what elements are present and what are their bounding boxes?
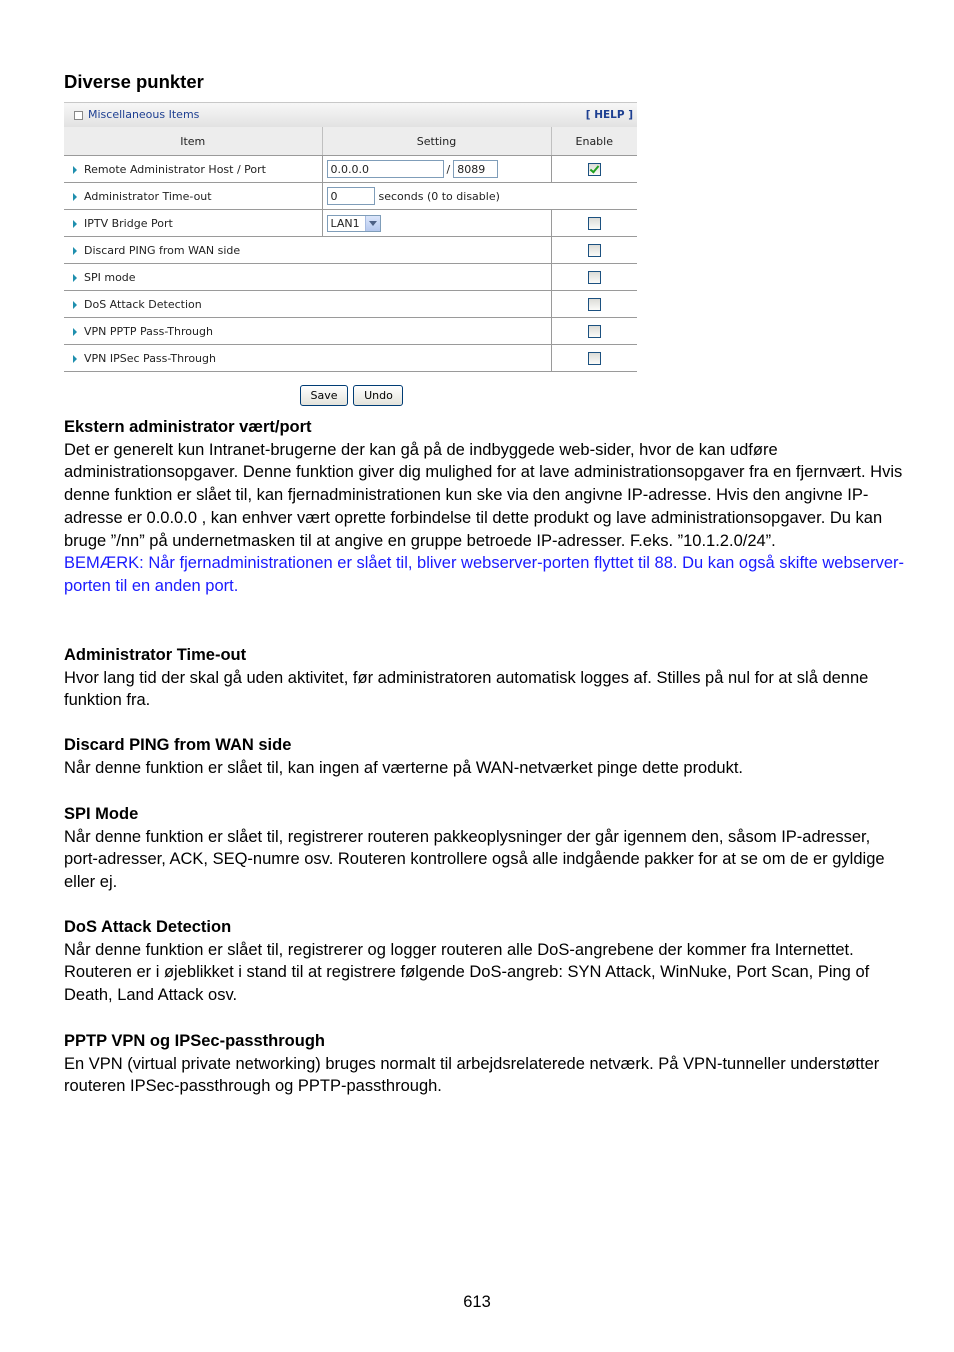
vpn-pptp-checkbox[interactable] <box>588 325 601 338</box>
timeout-suffix: seconds (0 to disable) <box>378 189 500 203</box>
panel-square-icon <box>74 111 83 120</box>
timeout-input[interactable]: 0 <box>327 187 375 205</box>
row-label: Administrator Time-out <box>64 183 322 210</box>
arrow-right-icon <box>73 274 77 282</box>
column-header-enable: Enable <box>551 127 637 156</box>
arrow-right-icon <box>73 166 77 174</box>
section-body: Hvor lang tid der skal gå uden aktivitet, før administratoren automatisk logges af. Stilles på nul for at slå denne funktion fra. <box>64 668 869 710</box>
discard-ping-checkbox[interactable] <box>588 244 601 257</box>
section-heading: Ekstern administrator vært/port <box>64 418 312 436</box>
arrow-right-icon <box>73 247 77 255</box>
arrow-right-icon <box>73 328 77 336</box>
remote-host-input[interactable]: 0.0.0.0 <box>327 160 444 178</box>
row-label: Remote Administrator Host / Port <box>64 156 322 183</box>
dos-detection-checkbox[interactable] <box>588 298 601 311</box>
arrow-right-icon <box>73 301 77 309</box>
row-iptv-bridge <box>64 210 637 237</box>
section-note: BEMÆRK: Når fjernadministrationen er slået til, bliver webserver-porten flyttet til 88. Du kan også skifte webserver-porten til en anden port. <box>64 554 904 595</box>
arrow-right-icon <box>73 220 77 228</box>
section-heading: DoS Attack Detection <box>64 918 232 936</box>
section-body: Det er generelt kun Intranet-brugerne der kan gå på de indbyggede web-sider, hvor de kan udføre administrationsopgaver. Denne funktion giver dig mulighed for at lave administrationsopgaver fra en fjernvært. Hvis denne funktion er slået til, kan fjernadministrationen kun ske via den angivne IP-adresse. Hvis den angivne IP-adresse er 0.0.0.0 , kan enhver vært oprette forbindelse til dette produkt og lave administrationsopgaver. Du kan bruge ”/nn” på undernetmasken til at angive en gruppe betroede IP-adresser. F.eks. ”10.1.2.0/24”. <box>64 440 903 550</box>
arrow-right-icon <box>73 193 77 201</box>
chevron-down-icon <box>365 216 380 231</box>
table-header-row <box>64 127 637 156</box>
host-port-separator: / <box>446 162 451 176</box>
row-label: Discard PING from WAN side <box>64 237 551 264</box>
panel-title: Miscellaneous Items <box>88 108 200 121</box>
section-body: En VPN (virtual private networking) bruges normalt til arbejdsrelaterede netværk. På VPN-tunneller understøtter routeren IPSec-passthrough og PPTP-passthrough. <box>64 1054 880 1096</box>
remote-port-input[interactable]: 8089 <box>453 160 498 178</box>
page-heading: Diverse punkter <box>64 71 204 92</box>
section-heading: Administrator Time-out <box>64 646 247 664</box>
section-body: Når denne funktion er slået til, registrerer routeren pakkeoplysninger der går igennem den, såsom IP-adresser, port-adresser, ACK, SEQ-numre osv. Routeren kontrollere også alle indgående pakker for at se om de er gyldige eller ej. <box>64 827 885 892</box>
undo-button[interactable]: Undo <box>353 385 403 406</box>
section-body: Når denne funktion er slået til, kan ingen af værterne på WAN-netværket pinge dette produkt. <box>64 758 744 777</box>
section-body: Når denne funktion er slået til, registrerer og logger routeren alle DoS-angrebene der kommer fra Internettet. Routeren er i øjeblikket i stand til at registrere følgende DoS-angreb: SYN Attack, WinNuke, Port Scan, Ping of Death, Land Attack osv. <box>64 940 870 1005</box>
section-heading: Discard PING from WAN side <box>64 736 292 754</box>
spi-mode-checkbox[interactable] <box>588 271 601 284</box>
row-label: IPTV Bridge Port <box>64 210 322 237</box>
panel-header <box>64 102 637 127</box>
vpn-ipsec-checkbox[interactable] <box>588 352 601 365</box>
section-heading: PPTP VPN og IPSec-passthrough <box>64 1032 325 1050</box>
save-button[interactable]: Save <box>300 385 348 406</box>
remote-admin-checkbox[interactable] <box>588 163 601 176</box>
row-remote-admin <box>64 156 637 183</box>
column-header-item: Item <box>64 127 322 156</box>
miscellaneous-items-panel <box>64 102 637 372</box>
section-heading: SPI Mode <box>64 805 139 823</box>
row-spi-mode <box>64 264 637 291</box>
row-label: SPI mode <box>64 264 551 291</box>
row-dos-detection <box>64 291 637 318</box>
row-label: DoS Attack Detection <box>64 291 551 318</box>
iptv-checkbox[interactable] <box>588 217 601 230</box>
misc-items-table <box>64 127 637 372</box>
row-label: VPN IPSec Pass-Through <box>64 345 551 372</box>
section-dos-detection <box>64 916 904 1007</box>
row-discard-ping <box>64 237 637 264</box>
row-label: VPN PPTP Pass-Through <box>64 318 551 345</box>
column-header-setting: Setting <box>322 127 551 156</box>
row-vpn-ipsec <box>64 345 637 372</box>
page-number: 613 <box>463 1293 491 1311</box>
iptv-port-select[interactable]: LAN1 <box>327 215 381 232</box>
row-vpn-pptp <box>64 318 637 345</box>
section-remote-admin <box>64 416 904 598</box>
help-link[interactable]: [ HELP ] <box>585 109 633 121</box>
section-vpn-passthrough <box>64 1030 904 1098</box>
section-discard-ping <box>64 734 904 779</box>
section-admin-timeout <box>64 644 904 712</box>
row-admin-timeout <box>64 183 637 210</box>
arrow-right-icon <box>73 355 77 363</box>
section-spi-mode <box>64 803 904 894</box>
form-buttons <box>300 385 403 406</box>
